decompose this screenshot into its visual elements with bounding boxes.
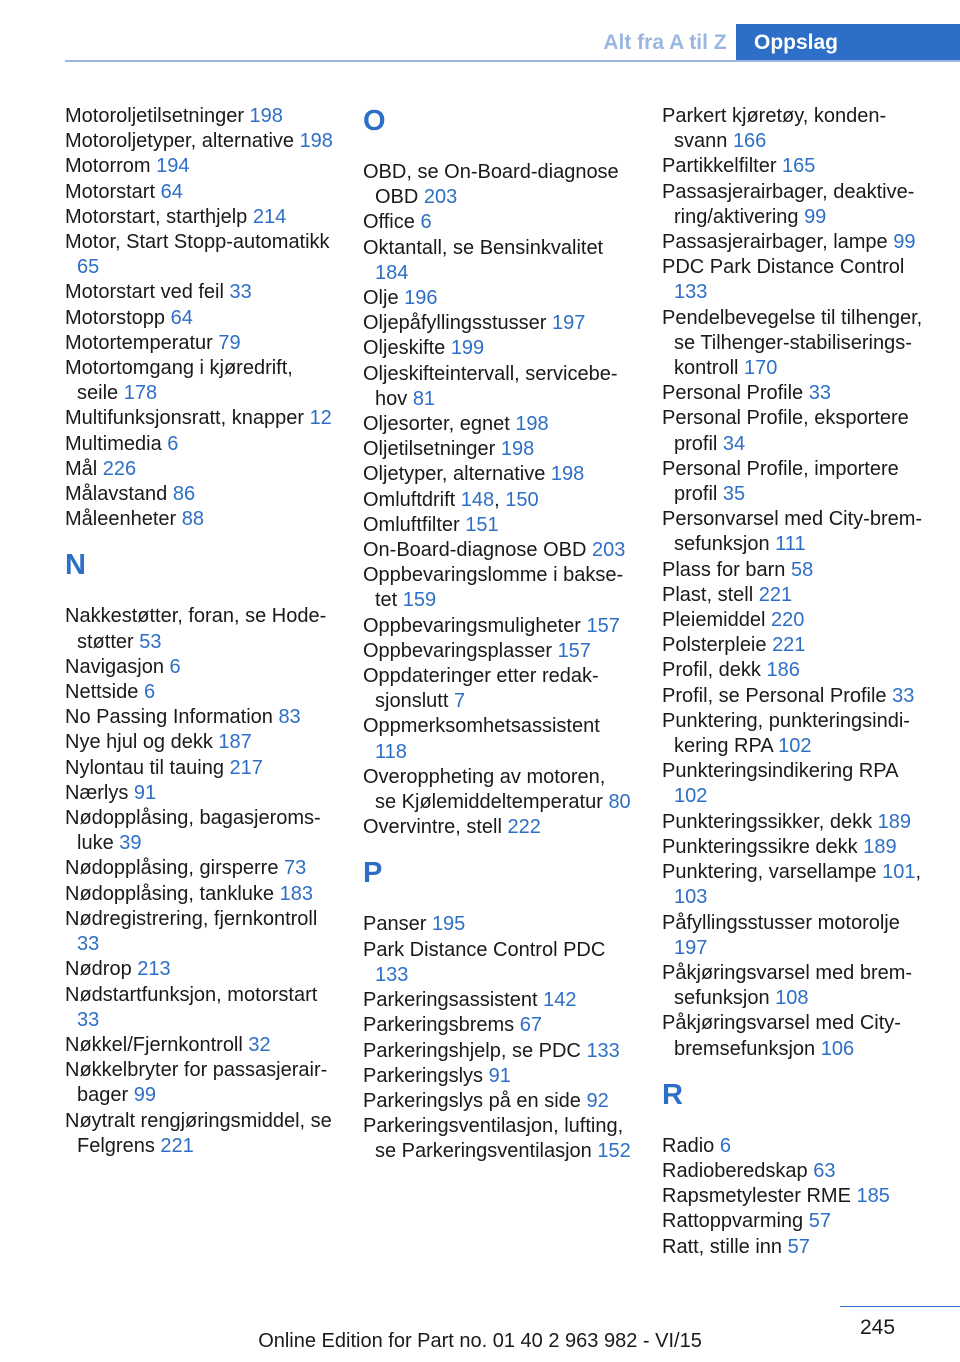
index-entry	[363, 988, 631, 1013]
index-term: Navigasjon	[65, 655, 170, 678]
index-term: Oljetyper, alternative	[363, 463, 551, 486]
index-term: Nakkestøtter, foran, se Hodestøtter	[65, 605, 327, 653]
index-entry	[363, 210, 631, 235]
page-reference-link[interactable]: 7	[453, 690, 466, 713]
index-term: Målavstand	[65, 483, 173, 506]
index-term: Oljepåfyllingsstusser	[363, 312, 552, 335]
index-term: Oppbevaringsmuligheter	[363, 614, 587, 637]
index-entry	[65, 507, 333, 532]
index-entry	[363, 815, 631, 840]
page-reference-link[interactable]: 184	[375, 261, 409, 284]
page-reference-link[interactable]: 196	[404, 287, 438, 310]
page-reference-link[interactable]: 106	[820, 1037, 855, 1060]
index-entry	[363, 1064, 631, 1089]
page-reference-link[interactable]: 226	[102, 457, 137, 480]
index-term: Nødregistrering, fjernkontroll	[65, 907, 318, 930]
index-term: Overvintre, stell	[363, 816, 508, 839]
page-reference-link[interactable]: 33	[77, 933, 100, 956]
page-reference-link[interactable]: 64	[170, 306, 193, 329]
index-entry	[662, 457, 930, 507]
index-term: Partikkelfilter	[662, 155, 783, 178]
index-term: Panser	[363, 913, 432, 936]
index-term: Oljetilsetninger	[363, 438, 501, 461]
index-letter-heading: R	[662, 1078, 683, 1111]
index-entry	[363, 513, 631, 538]
page-reference-link[interactable]: 64	[160, 180, 183, 203]
index-term: Ratt, stille inn	[662, 1235, 788, 1258]
index-term: Punkteringssikre dekk	[662, 835, 864, 858]
index-entry	[65, 154, 333, 179]
index-column-1	[65, 104, 333, 1159]
page-reference-link[interactable]: 194	[156, 155, 190, 178]
index-term: Personal Profile	[662, 382, 809, 405]
page-reference-link[interactable]: 186	[766, 659, 800, 682]
index-term: Passasjerairbager, deaktivering/aktivering	[662, 180, 915, 228]
page-reference-link[interactable]: 34	[722, 432, 746, 455]
index-entry	[65, 655, 333, 680]
index-entry	[65, 806, 333, 856]
page-reference-link[interactable]: 6	[719, 1134, 731, 1157]
index-term: Påkjøringsvarsel med City-bremsefunksjon	[662, 1012, 901, 1060]
index-entry	[363, 1039, 631, 1064]
page-reference-link[interactable]: 220	[770, 609, 805, 632]
reference-separator: ,	[915, 861, 922, 884]
index-entry	[662, 381, 930, 406]
index-entry	[65, 680, 333, 705]
index-entry	[65, 280, 333, 305]
page-reference-link[interactable]: 63	[813, 1159, 836, 1182]
index-entry	[363, 765, 631, 815]
page-reference-link[interactable]: 80	[608, 791, 631, 814]
index-term: Pleiemiddel	[662, 609, 771, 632]
page-reference-link[interactable]: 67	[519, 1014, 542, 1037]
index-entry	[363, 714, 631, 764]
page-reference-link[interactable]: 222	[507, 816, 541, 839]
index-term: Pendelbevegelse til tilhenger, se Tilhenger-stabiliseringskontroll	[662, 306, 923, 380]
page-reference-link[interactable]: 213	[137, 958, 171, 981]
page-reference-link[interactable]: 185	[856, 1185, 890, 1208]
index-entry	[65, 205, 333, 230]
index-entry	[65, 1109, 333, 1159]
index-entry	[662, 1209, 930, 1234]
index-column-2	[363, 104, 631, 1165]
index-term: Profil, dekk	[662, 659, 767, 682]
page-reference-link[interactable]: 142	[543, 989, 577, 1012]
index-column-3	[662, 104, 930, 1260]
page-reference-link[interactable]: 198	[299, 130, 333, 153]
page-reference-link[interactable]: 35	[722, 483, 746, 506]
index-term: Motortomgang i kjøredrift, seile	[65, 357, 293, 405]
index-term: No Passing Information	[65, 706, 279, 729]
page-reference-link[interactable]: 214	[252, 205, 287, 228]
index-term: Parkeringsbrems	[363, 1014, 520, 1037]
index-entry	[65, 356, 333, 406]
page-reference-link[interactable]: 58	[790, 558, 814, 581]
page-reference-link[interactable]: 33	[808, 382, 831, 405]
index-entry	[65, 104, 333, 129]
index-term: Oppbevaringsplasser	[363, 639, 558, 662]
page-reference-link[interactable]: 79	[218, 331, 241, 354]
index-entry	[65, 907, 333, 957]
index-entry	[662, 961, 930, 1011]
page-reference-link[interactable]: 148	[460, 488, 495, 511]
index-term: Parkeringslys på en side	[363, 1089, 587, 1112]
index-entry	[662, 255, 930, 305]
page-header	[0, 0, 960, 62]
page-reference-link[interactable]: 133	[674, 281, 708, 304]
index-entry	[65, 432, 333, 457]
index-term: Overoppheting av motoren, se Kjølemiddeltemperatur	[363, 765, 609, 814]
page-reference-link[interactable]: 39	[119, 832, 142, 855]
page-reference-link[interactable]: 203	[423, 186, 458, 209]
page-reference-link[interactable]: 99	[804, 205, 827, 228]
page-reference-link[interactable]: 203	[592, 539, 626, 562]
index-entry	[662, 306, 930, 382]
index-term: Nye hjul og dekk	[65, 731, 219, 754]
index-term: Nødrop	[65, 958, 138, 981]
index-term: Parkeringshjelp, se PDC	[363, 1039, 587, 1062]
index-entry	[662, 230, 930, 255]
index-entry	[65, 406, 333, 431]
page-reference-link[interactable]: 103	[674, 886, 708, 909]
index-term: Olje	[363, 287, 405, 310]
index-entry	[662, 759, 930, 809]
index-term: Profil, se Personal Profile	[662, 684, 893, 707]
index-entry	[662, 709, 930, 759]
index-term: Mål	[65, 457, 103, 480]
index-term: Motor, Start Stopp-automatikk	[65, 231, 330, 254]
page-reference-link[interactable]: 57	[787, 1235, 810, 1258]
index-term: Oppdateringer etter redaksjonslutt	[363, 665, 599, 713]
index-term: Passasjerairbager, lampe	[662, 231, 894, 254]
index-entry	[65, 781, 333, 806]
index-term: Rattoppvarming	[662, 1210, 809, 1233]
index-term: Multifunksjonsratt, knapper	[65, 407, 310, 430]
page-reference-link[interactable]: 12	[309, 407, 332, 430]
index-term: Motorstopp	[65, 306, 171, 329]
page-reference-link[interactable]: 53	[139, 630, 162, 653]
index-entry	[65, 306, 333, 331]
page-reference-link[interactable]: 6	[143, 681, 156, 704]
index-term: Påkjøringsvarsel med bremsefunksjon	[662, 961, 913, 1010]
index-entry	[662, 608, 930, 633]
footer-rule	[840, 1306, 960, 1307]
index-letter-heading: P	[363, 857, 383, 890]
index-entry	[363, 614, 631, 639]
index-entry	[65, 957, 333, 982]
index-term: Plass for barn	[662, 558, 791, 581]
index-entry	[662, 684, 930, 709]
index-term: Office	[363, 211, 421, 234]
page-reference-link[interactable]: 6	[169, 655, 181, 678]
index-entry	[65, 1033, 333, 1058]
index-entry	[65, 856, 333, 881]
page-reference-link[interactable]: 102	[674, 785, 708, 808]
page-reference-link[interactable]: 221	[160, 1134, 194, 1157]
index-entry	[662, 1159, 930, 1184]
index-entry	[662, 583, 930, 608]
page-reference-link[interactable]: 133	[375, 963, 409, 986]
index-entry	[363, 938, 631, 988]
index-entry	[363, 1089, 631, 1114]
index-term: Personvarsel med City-bremsefunksjon	[662, 508, 923, 556]
index-term: Omluftfilter	[363, 513, 466, 536]
page-reference-link[interactable]: 32	[248, 1033, 271, 1056]
index-term: Parkeringsventilasjon, lufting, se Parkeringsventilasjon	[363, 1115, 624, 1163]
index-entry	[662, 1134, 930, 1159]
section-title: Alt fra A til Z	[603, 31, 727, 54]
index-term: On-Board-diagnose OBD	[363, 539, 593, 562]
page-reference-link[interactable]: 99	[133, 1084, 156, 1107]
index-entry	[65, 604, 333, 654]
index-term: Park Distance Control PDC	[363, 938, 606, 961]
index-entry	[662, 911, 930, 961]
reference-separator: ,	[494, 488, 506, 511]
index-entry	[65, 129, 333, 154]
index-term: Punkteringsindikering RPA	[662, 760, 898, 783]
index-term: Nettside	[65, 681, 144, 704]
index-term: Nøkkel/Fjernkontroll	[65, 1033, 249, 1056]
index-term: Motortemperatur	[65, 331, 219, 354]
index-entry	[662, 154, 930, 179]
index-entry	[662, 835, 930, 860]
page-reference-link[interactable]: 183	[279, 882, 313, 905]
page-number: 245	[860, 1316, 896, 1339]
page-reference-link[interactable]: 83	[278, 706, 301, 729]
index-term: Multimedia	[65, 432, 168, 455]
page-reference-link[interactable]: 86	[172, 483, 196, 506]
page-reference-link[interactable]: 6	[420, 211, 432, 234]
page-reference-link[interactable]: 118	[375, 740, 407, 763]
index-entry	[65, 331, 333, 356]
index-entry	[662, 1184, 930, 1209]
index-entry	[65, 882, 333, 907]
index-entry	[65, 756, 333, 781]
index-entry	[65, 457, 333, 482]
index-entry	[363, 437, 631, 462]
page-reference-link[interactable]: 197	[674, 936, 708, 959]
index-term: Omluftdrift	[363, 488, 461, 511]
index-entry	[363, 236, 631, 286]
page-reference-link[interactable]: 189	[877, 810, 912, 833]
index-entry	[363, 563, 631, 613]
index-entry	[65, 482, 333, 507]
index-entry	[662, 1235, 930, 1260]
index-term: Oktantall, se Bensinkvalitet	[363, 236, 604, 259]
index-entry	[662, 810, 930, 835]
index-entry	[65, 230, 333, 280]
page-reference-link[interactable]: 189	[863, 835, 897, 858]
index-term: Parkert kjøretøy, kondensvann	[662, 105, 887, 153]
index-letter-heading: O	[363, 105, 386, 137]
index-term: Motoroljetyper, alternative	[65, 130, 300, 153]
index-term: Polsterpleie	[662, 634, 773, 657]
page-reference-link[interactable]: 6	[167, 432, 179, 455]
index-term: Nøytralt rengjøringsmiddel, se Felgrens	[65, 1109, 332, 1157]
page-reference-link[interactable]: 178	[123, 382, 158, 405]
index-term: Motoroljetilsetninger	[65, 105, 250, 127]
page-reference-link[interactable]: 197	[551, 312, 586, 335]
header-rule	[65, 60, 960, 62]
index-term: Nøkkelbryter for passasjerairbager	[65, 1059, 328, 1107]
page-reference-link[interactable]: 111	[775, 533, 806, 556]
page-reference-link[interactable]: 65	[77, 256, 100, 279]
index-entry	[662, 180, 930, 230]
page-reference-link[interactable]: 198	[500, 438, 535, 461]
page-reference-link[interactable]: 73	[284, 857, 307, 880]
index-term: Motorstart, starthjelp	[65, 205, 253, 228]
page-reference-link[interactable]: 221	[758, 583, 793, 606]
index-entry	[363, 160, 631, 210]
page-reference-link[interactable]: 91	[488, 1064, 511, 1087]
index-entry	[363, 311, 631, 336]
index-term: Oljeskifteintervall, servicebehov	[363, 362, 618, 410]
index-term: Nødopplåsing, girsperre	[65, 857, 284, 880]
index-term: Punktering, punkteringsindikering RPA	[662, 709, 910, 758]
index-term: Personal Profile, importere profil	[662, 457, 899, 506]
index-entry	[65, 705, 333, 730]
index-term: Motorstart	[65, 180, 161, 203]
index-term: Nærlys	[65, 781, 134, 804]
page-reference-link[interactable]: 170	[744, 357, 778, 380]
edition-footer: Online Edition for Part no. 01 40 2 963 982 - VI/15	[258, 1330, 702, 1352]
index-entry	[662, 558, 930, 583]
page-reference-link[interactable]: 57	[808, 1210, 831, 1233]
page-reference-link[interactable]: 33	[892, 684, 915, 707]
index-entry	[662, 507, 930, 557]
index-term: Oljeskifte	[363, 337, 451, 360]
index-term: Parkeringsassistent	[363, 989, 544, 1012]
page-reference-link[interactable]: 157	[586, 614, 620, 637]
page-reference-link[interactable]: 88	[181, 508, 204, 531]
index-entry	[662, 860, 930, 910]
index-entry	[363, 639, 631, 664]
page-reference-link[interactable]: 187	[218, 731, 252, 754]
index-term: Motorrom	[65, 155, 157, 178]
index-term: PDC Park Distance Control	[662, 256, 905, 279]
index-term: Punkteringssikker, dekk	[662, 810, 878, 833]
index-entry	[662, 633, 930, 658]
index-entry	[363, 538, 631, 563]
page-reference-link[interactable]: 81	[412, 387, 436, 410]
page-reference-link[interactable]: 217	[229, 756, 263, 779]
index-term: Nødstartfunksjon, motorstart	[65, 983, 318, 1006]
index-term: Påfyllingsstusser motorolje	[662, 911, 900, 934]
index-entry	[363, 488, 631, 513]
page-reference-link[interactable]: 165	[782, 155, 816, 178]
index-entry	[65, 983, 333, 1033]
page-reference-link[interactable]: 99	[893, 231, 916, 254]
section-tab: Oppslag	[736, 24, 960, 62]
index-entry	[662, 406, 930, 456]
page-reference-link[interactable]: 102	[778, 735, 812, 758]
page-reference-link[interactable]: 195	[431, 913, 466, 936]
index-entry	[363, 412, 631, 437]
page-reference-link[interactable]: 166	[732, 130, 767, 153]
index-term: Rapsmetylester RME	[662, 1185, 857, 1208]
page-reference-link[interactable]: 159	[402, 589, 437, 612]
page-reference-link[interactable]: 151	[465, 513, 499, 536]
page-reference-link[interactable]: 152	[597, 1140, 631, 1163]
index-term: Plast, stell	[662, 583, 759, 606]
index-entry	[363, 336, 631, 361]
page-reference-link[interactable]: 108	[775, 987, 809, 1010]
page-reference-link[interactable]: 199	[450, 337, 485, 360]
index-term: Personal Profile, eksportere profil	[662, 407, 909, 455]
index-entry	[662, 1011, 930, 1061]
index-letter-heading: N	[65, 549, 86, 582]
page-reference-link[interactable]: 221	[772, 634, 806, 657]
index-entry	[363, 1013, 631, 1038]
index-entry	[662, 658, 930, 683]
index-entry	[363, 1114, 631, 1164]
page-reference-link[interactable]: 198	[550, 463, 585, 486]
index-term: OBD, se On-Board-diagnose OBD	[363, 161, 619, 209]
index-term: Oppbevaringslomme i baksetet	[363, 564, 624, 612]
index-term: Måleenheter	[65, 508, 182, 531]
index-entry	[363, 664, 631, 714]
page-reference-link[interactable]: 133	[586, 1039, 620, 1062]
index-entry	[363, 362, 631, 412]
index-term: Nylontau til tauing	[65, 756, 230, 779]
index-term: Nødopplåsing, bagasjeromsluke	[65, 807, 321, 855]
index-term: Motorstart ved feil	[65, 281, 230, 304]
index-entry	[363, 912, 631, 937]
index-entry	[65, 180, 333, 205]
page-reference-link[interactable]: 33	[77, 1008, 100, 1031]
page-reference-link[interactable]: 91	[133, 781, 157, 804]
index-entry	[363, 286, 631, 311]
index-term: Nødopplåsing, tankluke	[65, 882, 280, 905]
page-reference-link[interactable]: 198	[249, 105, 283, 127]
page-reference-link[interactable]: 33	[229, 281, 252, 304]
page-reference-link[interactable]: 157	[557, 639, 591, 662]
page-reference-link[interactable]: 198	[515, 413, 549, 436]
index-term: Radio	[662, 1134, 720, 1157]
page-reference-link[interactable]: 101	[882, 861, 916, 884]
index-entry	[65, 1058, 333, 1108]
index-entry	[662, 104, 930, 154]
page-reference-link[interactable]: 92	[586, 1089, 609, 1112]
index-term: Parkeringslys	[363, 1064, 489, 1087]
index-term: Oppmerksomhetsassistent	[363, 715, 600, 738]
index-term: Radioberedskap	[662, 1159, 814, 1182]
index-term: Oljesorter, egnet	[363, 413, 516, 436]
index-term: Punktering, varsellampe	[662, 861, 883, 884]
page-reference-link[interactable]: 150	[505, 488, 539, 511]
index-entry	[65, 730, 333, 755]
index-entry	[363, 462, 631, 487]
